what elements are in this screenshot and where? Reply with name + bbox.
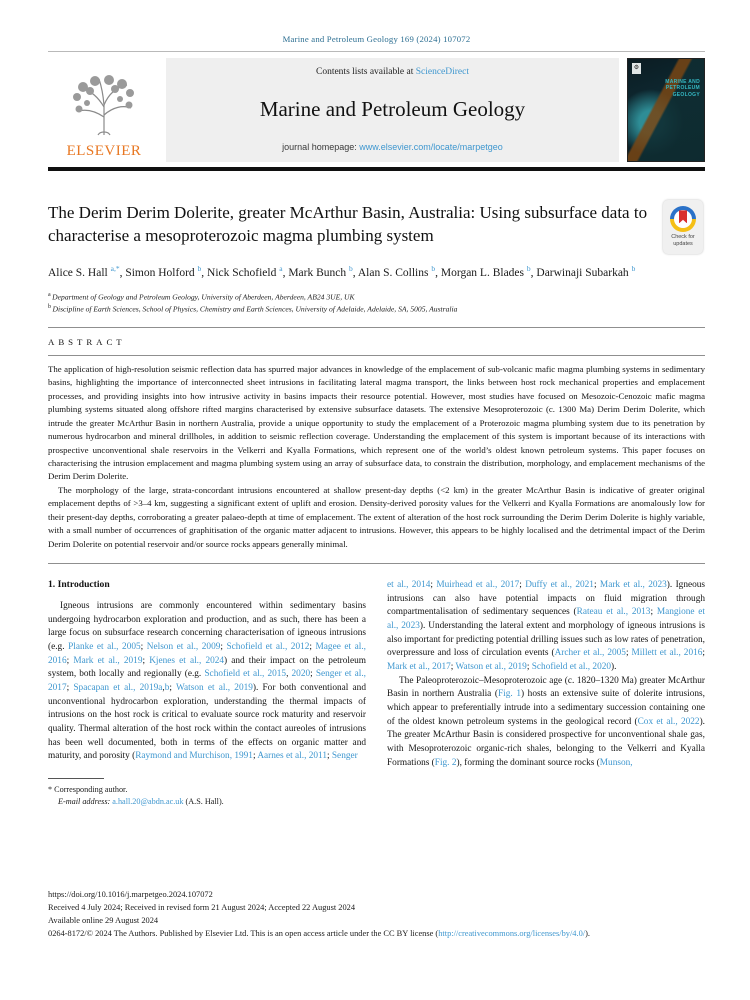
doi-link[interactable]: https://doi.org/10.1016/j.marpetgeo.2024.107072 <box>48 890 213 899</box>
citation-link[interactable]: Spacapan et al., 2019a <box>73 683 163 694</box>
citation-link[interactable]: Mark et al., 2019 <box>73 655 143 666</box>
author-list: Alice S. Hall $^{a,*}$, Simon Holford $^b$, Nick Schofield $^a$, Mark Bunch $^b$, Alan S. Collins $^b$, Morgan L. Blades $^b$, Darwinaji Subarkah $^b$ <box>48 263 636 279</box>
citation-link[interactable]: Rateau et al., 2013 <box>576 607 651 618</box>
footnote-rule <box>48 778 104 779</box>
citation-link[interactable]: Cox et al., 2022 <box>637 716 700 727</box>
author-affiliation-sup[interactable]: b <box>526 263 531 273</box>
citation-link[interactable]: Fig. 2 <box>434 757 457 768</box>
citation-link[interactable]: Senger et al., 2017 <box>48 669 366 694</box>
citation-link[interactable]: Schofield et al., 2015 <box>204 669 287 680</box>
citation-link[interactable]: b <box>164 683 170 694</box>
elsevier-logo <box>48 58 160 162</box>
cover-column <box>625 58 705 162</box>
intro-paragraph-right: et al., 2014; Muirhead et al., 2017; Duffy et al., 2021; Mark et al., 2023). Igneous intrusions can also have potential impacts on fluid migration through compartmentalisation of sedimentary sequences (Rateau et al., 2013; Mangione et al., 2023). Understanding the lateral extent and morphology of igneous intrusions is also important for predicting potential drilling issues such as low rates of penetration, overpressure and loss of circulation events (Archer et al., 2005; Millett et al., 2016; Mark et al., 2017; Watson et al., 2019; Schofield et al., 2020). <box>387 580 706 673</box>
copyright-text: 0264-8172/© 2024 The Authors. Published by Elsevier Ltd. This is an open access article under the CC BY license ( <box>48 929 439 939</box>
citation-header: Marine and Petroleum Geology 169 (2024) 107072 <box>282 34 471 44</box>
journal-banner <box>166 58 619 162</box>
title-block <box>48 202 705 248</box>
section-heading-introduction: 1. Introduction <box>48 579 110 591</box>
email-label: E-mail address: <box>58 797 113 807</box>
homepage-prefix: journal homepage: <box>282 142 360 152</box>
citation-link[interactable]: Fig. 1 <box>497 689 521 700</box>
author-affiliation-sup[interactable]: a <box>279 263 283 273</box>
footer-block <box>48 888 705 940</box>
author-name: Simon Holford <box>125 266 198 279</box>
citation-link[interactable]: Archer et al., 2005 <box>554 648 626 659</box>
check-updates-badge[interactable] <box>663 200 703 254</box>
citation-link[interactable]: Kjenes et al., 2024 <box>149 655 225 666</box>
corresponding-author-note: * Corresponding author. <box>48 785 128 795</box>
elsevier-wordmark: ELSEVIER <box>66 143 142 159</box>
abstract-bottom-rule <box>48 563 705 564</box>
copyright-suffix: ). <box>585 929 590 939</box>
citation-link[interactable]: Magee et al., 2016 <box>48 642 366 666</box>
author-name: Alice S. Hall <box>48 266 111 279</box>
citation-link[interactable]: Planke et al., 2005 <box>68 642 141 653</box>
affiliation-row: $^a$ Department of Geology and Petroleum Geology, University of Aberdeen, Aberdeen, AB24 3UE, UK <box>48 291 355 302</box>
journal-title: Marine and Petroleum Geology <box>259 97 526 121</box>
cover-logo-mark: ⚙ <box>632 63 641 74</box>
homepage-link[interactable]: www.elsevier.com/locate/marpetgeo <box>359 142 503 152</box>
email-suffix: (A.S. Hall). <box>183 797 224 807</box>
author-name: Mark Bunch <box>288 266 349 279</box>
citation-link[interactable]: Schofield et al., 2020 <box>531 662 612 673</box>
abstract-paragraph-1: The application of high-resolution seismic reflection data has spurred major advances in knowledge of the emplacement of sub-volcanic mafic magma plumbing systems in sedimentary basins, highlighting the importance of interconnected sheet intrusions in facilitating lateral magma transport, the links between host rock mechanical properties and emplacement processes, and providing insights into how intrusive activity in basins impacts their resource potential. However, most studies have focused on Mesozoic-Cenozoic mafic magma plumbing systems situated along offshore rifted margins characterised by extensive subsurface datasets. The extensive Mesoproterozoic (c. 1300 Ma) Derim Derim Dolerite, which intrude the greater McArthur Basin in northern Australia, provide a unique opportunity to study the emplacement of a Proterozoic magma plumbing system due to its penetration by numerous hydrocarbon and mineral drillholes, in addition to seismic reflection coverage. Understanding the emplacement of this system is important because of its interactions with prospective unconventional shale reservoirs in the Velkerri and Kyalla Formations, which represent one of the world’s oldest known petroleum systems. This paper focuses on characterising the intrusion emplacement and magma plumbing system using an array of subsurface data, to constrain the distribution, morphology, and emplacement mechanisms of the Derim Derim Dolerite. <box>48 363 705 482</box>
author-affiliation-sup[interactable]: a,* <box>110 263 120 273</box>
abstract-section <box>48 355 705 551</box>
intro-paragraph-right-2: The Paleoproterozoic–Mesoproterozoic age (c. 1820–1320 Ma) greater McArthur Basin in northern Australia (Fig. 1) hosts an extensive suite of dolerite intrusions, which appear to preferentially intrude into a sedimentary succession containing one of the oldest known petroleum systems in the geological record (Cox et al., 2022). The greater McArthur Basin is considered prospective for unconventional shale gas, with Mesoproterozoic organic-rich shales, belonging to the Velkerri and Kyalla Formations (Fig. 2), forming the dominant source rocks (Munson, <box>387 675 705 768</box>
affiliation-list <box>48 291 705 315</box>
affiliation-row: $^b$ Discipline of Earth Sciences, School of Physics, Chemistry and Earth Sciences, University of Adelaide, Adelaide, SA, 5005, Australia <box>48 303 458 314</box>
citation-link[interactable]: Duffy et al., 2021 <box>525 580 594 591</box>
author-affiliation-sup[interactable]: b <box>349 263 353 273</box>
citation-link[interactable]: Munson, <box>599 757 633 768</box>
citation-link[interactable]: 2020 <box>291 669 311 680</box>
header-divider <box>48 51 705 52</box>
copyright-line <box>48 927 705 940</box>
body-columns <box>48 579 705 808</box>
available-online: Available online 29 August 2024 <box>48 916 159 926</box>
crossmark-icon <box>670 206 696 232</box>
footnote-block <box>48 778 366 809</box>
sciencedirect-link[interactable]: ScienceDirect <box>415 67 469 77</box>
citation-link[interactable]: Mark et al., 2023 <box>599 580 667 591</box>
journal-cover-thumbnail <box>627 58 705 162</box>
left-column <box>48 579 366 808</box>
abstract-paragraph-2: The morphology of the large, strata-concordant intrusions encountered at shallow present-day depths (<2 km) in the greater McArthur Basin is indicative of greater original emplacement depths of >3–4 km, suggesting a significant extent of uplift and erosion. Density-derived porosity values for the Velkerri and Kyalla Formations are anomalously low for their present-day depths, corroborating a greater palaeo-depth at time of emplacement. The extent of alteration of the host rock surrounding the Derim Derim Dolerite is highly variable, with a small number of occurrences of graphitisation of the organic matter adjacent to intrusions. However, this appears to be highly localised and the detrimental impact of the Derim Derim Dolerite on potential reservoir and/or source rocks appears generally minimal. <box>48 484 705 549</box>
license-link[interactable]: http://creativecommons.org/licenses/by/4.0/ <box>438 929 586 939</box>
homepage-line <box>172 142 613 152</box>
elsevier-tree-icon <box>65 75 143 141</box>
citation-link[interactable]: Watson et al., 2019 <box>455 662 527 673</box>
email-link[interactable]: a.hall.20@abdn.ac.uk <box>112 797 184 807</box>
author-name: Darwinaji Subarkah <box>536 266 632 279</box>
intro-paragraph-left: Igneous intrusions are commonly encountered within sedimentary basins undergoing hydrocarbon exploration and production, and as such, there has been a large focus on subsurface research concerning characterisation of igneous intrusions (e.g. Planke et al., 2005; Nelson et al., 2009; Schofield et al., 2012; Magee et al., 2016; Mark et al., 2019; Kjenes et al., 2024) and their impact on the petroleum system, both locally and regionally (e.g. Schofield et al., 2015, 2020; Senger et al., 2017; Spacapan et al., 2019a,b; Watson et al., 2019). For both conventional and unconventional hydrocarbon exploration, understanding the thermal impacts of intrusions on the host rock is critical to evaluate source rock maturity and reservoir quality. Thermal alteration of the host rock within the contact aureoles of intrusions has been well documented, both in terms of the effects on organic matter and maturity, and porosity (Raymond and Murchison, 1991; Aarnes et al., 2011; Senger <box>48 601 366 762</box>
author-affiliation-sup[interactable]: b <box>197 263 202 273</box>
masthead <box>48 58 705 162</box>
contents-prefix: Contents lists available at <box>315 67 416 77</box>
cover-title: MARINE AND PETROLEUM GEOLOGY <box>665 79 700 98</box>
author-affiliation-sup[interactable]: b <box>631 263 636 273</box>
citation-link[interactable]: Watson et al., 2019 <box>175 683 253 694</box>
abstract-heading: ABSTRACT <box>48 336 126 347</box>
citation-link[interactable]: Nelson et al., 2009 <box>146 642 221 653</box>
citation-link[interactable]: Millett et al., 2016 <box>631 648 703 659</box>
citation-link[interactable]: et al., 2014 <box>387 580 431 591</box>
citation-link[interactable]: Aarnes et al., 2011 <box>257 751 327 762</box>
author-affiliation-sup[interactable]: b <box>431 263 436 273</box>
contents-line <box>172 67 613 77</box>
citation-link[interactable]: Senger <box>331 751 358 762</box>
author-name: Morgan L. Blades <box>440 266 527 279</box>
author-name: Nick Schofield <box>207 266 280 279</box>
citation-link[interactable]: Mangione et al., 2023 <box>387 607 705 632</box>
author-name: Alan S. Collins <box>357 266 432 279</box>
citation-link[interactable]: Muirhead et al., 2017 <box>436 580 520 591</box>
email-note <box>48 796 366 808</box>
citation-link[interactable]: Mark et al., 2017 <box>387 662 451 673</box>
article-title: The Derim Derim Dolerite, greater McArthur Basin, Australia: Using subsurface data to characterise a mesoproterozoic magma plumbing system <box>48 203 648 245</box>
right-column <box>387 579 705 808</box>
check-updates-label: Check for updates <box>671 234 695 247</box>
citation-link[interactable]: Schofield et al., 2012 <box>226 642 310 653</box>
received-dates: Received 4 July 2024; Received in revised form 21 August 2024; Accepted 22 August 2024 <box>48 903 356 913</box>
masthead-rule <box>48 167 705 171</box>
abstract-top-rule <box>48 327 705 328</box>
citation-link[interactable]: Raymond and Murchison, 1991 <box>135 751 253 762</box>
